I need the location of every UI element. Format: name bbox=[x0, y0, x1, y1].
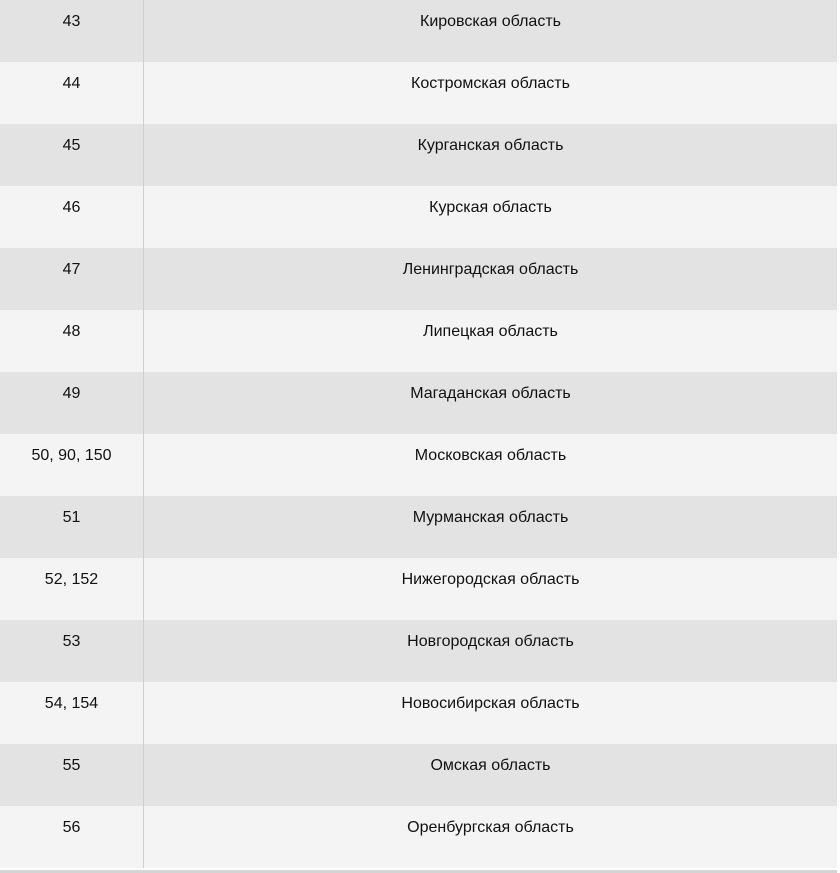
table-row bbox=[0, 372, 837, 434]
region-name-cell: Костромская область bbox=[411, 75, 570, 92]
region-code-cell: 51 bbox=[0, 496, 144, 558]
table-row bbox=[0, 248, 837, 310]
region-code-cell: 43 bbox=[0, 0, 144, 62]
region-name-cell: Курская область bbox=[429, 199, 552, 216]
table-row bbox=[0, 434, 837, 496]
region-code-cell: 52, 152 bbox=[0, 558, 144, 620]
region-name-cell: Оренбургская область bbox=[407, 819, 574, 836]
region-code-cell: 54, 154 bbox=[0, 682, 144, 744]
region-code-cell: 48 bbox=[0, 310, 144, 372]
table-row bbox=[0, 806, 837, 868]
region-name-cell: Магаданская область bbox=[410, 385, 571, 402]
region-code-cell: 55 bbox=[0, 744, 144, 806]
table-row bbox=[0, 682, 837, 744]
table-row bbox=[0, 744, 837, 806]
region-name-cell: Мурманская область bbox=[412, 509, 569, 526]
table-row bbox=[0, 558, 837, 620]
region-code-cell: 45 bbox=[0, 124, 144, 186]
region-code-cell: 50, 90, 150 bbox=[0, 434, 144, 496]
table-row bbox=[0, 310, 837, 372]
region-name-cell: Ленинградская область bbox=[402, 261, 579, 278]
region-code-cell: 46 bbox=[0, 186, 144, 248]
region-name-cell: Московская область bbox=[414, 447, 567, 464]
table-row bbox=[0, 496, 837, 558]
region-code-cell: 56 bbox=[0, 806, 144, 868]
region-name-cell: Липецкая область bbox=[423, 323, 558, 340]
region-name-cell: Омская область bbox=[430, 757, 551, 774]
table-row bbox=[0, 124, 837, 186]
region-name-cell: Новгородская область bbox=[407, 633, 574, 650]
region-code-cell: 53 bbox=[0, 620, 144, 682]
table-row bbox=[0, 0, 837, 62]
table-row bbox=[0, 620, 837, 682]
region-name-cell: Курганская область bbox=[417, 137, 564, 154]
region-name-cell: Новосибирская область bbox=[401, 695, 580, 712]
region-name-cell: Нижегородская область bbox=[401, 571, 580, 588]
region-code-cell: 47 bbox=[0, 248, 144, 310]
table-row bbox=[0, 62, 837, 124]
region-code-cell: 49 bbox=[0, 372, 144, 434]
region-name-cell: Кировская область bbox=[420, 13, 561, 30]
region-code-cell: 44 bbox=[0, 62, 144, 124]
table-row bbox=[0, 186, 837, 248]
